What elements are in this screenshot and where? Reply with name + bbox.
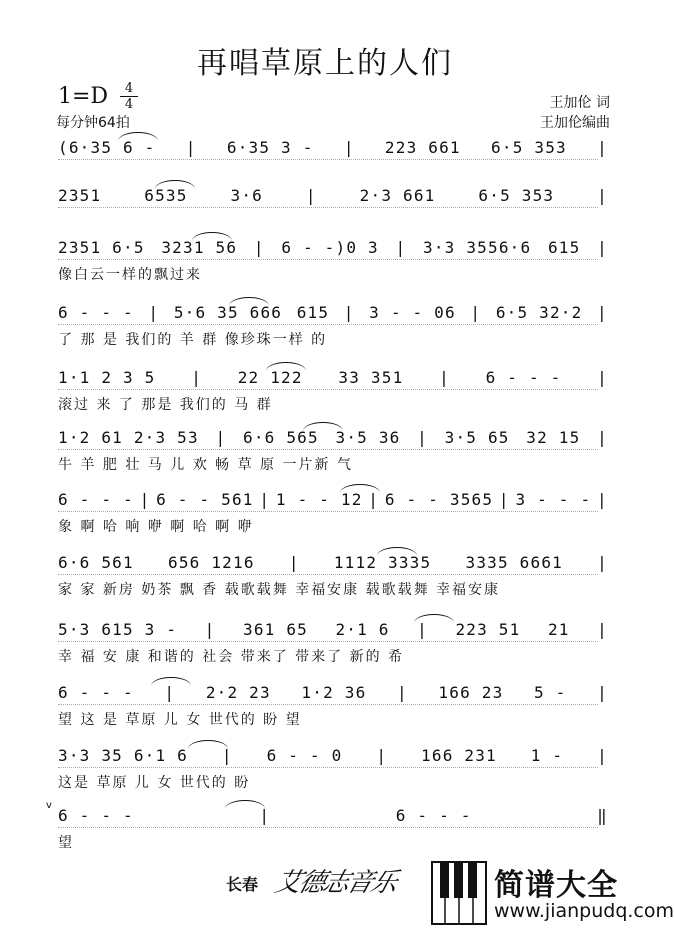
note-group: 5·6 35 666	[173, 303, 283, 322]
note-group: 3·3 3556·6	[422, 238, 532, 257]
barline: |	[191, 368, 203, 387]
slur-mark	[266, 362, 306, 371]
note-group: 615	[547, 238, 581, 257]
slur-mark	[118, 132, 158, 141]
beam-line	[58, 704, 598, 705]
note-group: 6 - - -	[58, 490, 134, 509]
barline: |	[498, 490, 510, 509]
barline: |	[204, 620, 216, 639]
barline: |	[417, 428, 428, 447]
note-group: 615	[296, 303, 330, 322]
note-group: 6·35 3 -	[226, 138, 314, 157]
lyric-row: 望 这 是 草原 儿 女 世代的 盼 望	[58, 712, 302, 728]
logo-url: www.jianpudq.com	[494, 900, 674, 922]
note-group: 6 - - -	[58, 806, 134, 825]
barline: |	[597, 746, 608, 765]
note-group: 1 -	[530, 746, 564, 765]
barline: |	[597, 620, 608, 639]
barline: |	[395, 238, 407, 257]
note-group: 2·1 6	[335, 620, 390, 639]
slur-mark	[414, 614, 454, 623]
slur-mark	[155, 180, 195, 189]
lyric-row: 像白云一样的飘过来	[58, 267, 202, 283]
lyric-row: 象 啊 哈 响 咿 啊 哈 啊 咿	[58, 519, 254, 535]
slur-mark	[192, 232, 232, 241]
slur-mark	[377, 547, 417, 556]
note-row	[58, 238, 608, 257]
beam-line	[58, 511, 598, 512]
note-group: 361 65	[242, 620, 308, 639]
barline: |	[164, 683, 176, 702]
lyric-row: 滚过 来 了 那是 我们的 马 群	[58, 397, 273, 413]
note-group: 1·2 61 2·3 53	[58, 428, 199, 447]
barline: |	[343, 303, 355, 322]
time-signature	[120, 82, 138, 111]
barline: |	[597, 138, 608, 157]
note-group: 32 15	[526, 428, 581, 447]
note-group: 1112 3335	[333, 553, 432, 572]
note-group: 656 1216	[168, 553, 255, 572]
note-group: 6·5 32·2	[495, 303, 583, 322]
footer-city: 长春	[226, 875, 259, 894]
barline: |	[397, 683, 408, 702]
note-group: 3·5 65	[444, 428, 510, 447]
beam-line	[58, 827, 598, 828]
beam-line	[58, 259, 598, 260]
note-group: 6 - - -	[395, 806, 472, 825]
tempo-marking: 每分钟64拍	[56, 115, 130, 131]
note-group: (6·35 6 -	[58, 138, 156, 157]
note-group: 3·6	[230, 186, 263, 205]
barline: |	[597, 553, 608, 572]
barline: |	[148, 303, 160, 322]
note-group: 6·6 565	[242, 428, 319, 447]
barline: |	[597, 368, 608, 387]
barline: |	[597, 683, 608, 702]
beam-line	[58, 767, 598, 768]
barline: |	[417, 620, 428, 639]
barline: |	[259, 806, 271, 825]
key-signature: 1=D	[58, 84, 109, 109]
lyric-row: 这是 草原 儿 女 世代的 盼	[58, 775, 251, 791]
lyric-row: 了 那 是 我们的 羊 群 像珍珠一样 的	[58, 332, 328, 348]
note-row	[58, 186, 608, 205]
page-title: 再唱草原上的人们	[197, 46, 453, 81]
note-group: 1·2 36	[301, 683, 367, 702]
time-signature-top: 4	[124, 81, 134, 96]
beam-line	[58, 389, 598, 390]
note-group: 3·5 36	[335, 428, 401, 447]
slur-mark	[188, 740, 228, 749]
note-group: 6535	[144, 186, 188, 205]
note-row	[58, 620, 608, 639]
note-group: 6 - -)0 3	[281, 238, 379, 257]
note-group: 5 -	[534, 683, 567, 702]
beam-line	[58, 207, 598, 208]
slur-mark	[151, 677, 191, 686]
note-group: 223 661	[384, 138, 461, 157]
note-group: 166 23	[438, 683, 504, 702]
barline: |	[259, 490, 271, 509]
note-group: 166 231	[421, 746, 497, 765]
note-group: 6·5 353	[491, 138, 567, 157]
barline: |	[376, 746, 388, 765]
beam-line	[58, 641, 598, 642]
note-group: 223 51	[455, 620, 521, 639]
note-group: 3·3 35 6·1 6	[58, 746, 188, 765]
barline: |	[597, 303, 608, 322]
lyric-row: 望	[58, 835, 74, 851]
note-group: 6 - - -	[58, 683, 134, 702]
slur-mark	[340, 484, 380, 493]
beam-line	[58, 449, 598, 450]
barline: |	[305, 186, 317, 205]
note-group: 6·5 353	[478, 186, 555, 205]
beam-line	[58, 324, 598, 325]
barline: |	[368, 490, 380, 509]
note-row	[58, 746, 608, 765]
note-group: 2351	[58, 186, 102, 205]
note-group: 2·2 23	[205, 683, 271, 702]
time-signature-bottom: 4	[124, 97, 134, 112]
piano-keys-icon	[430, 858, 490, 928]
composer-credit: 王加伦编曲	[540, 115, 610, 131]
barline: |	[253, 238, 265, 257]
note-group: 6·6 561	[58, 553, 134, 572]
note-group: 6 - - -	[485, 368, 562, 387]
breath-mark: v	[46, 800, 52, 811]
lyricist-credit: 王加伦 词	[549, 95, 610, 111]
barline: |	[597, 238, 608, 257]
note-row	[58, 303, 608, 322]
slur-mark	[303, 422, 343, 431]
lyric-row: 家 家 新房 奶茶 飘 香 载歌载舞 幸福安康 载歌载舞 幸福安康	[58, 582, 501, 598]
note-group: 6 - - -	[58, 303, 134, 322]
lyric-row: 幸 福 安 康 和谐的 社会 带来了 带来了 新的 希	[58, 649, 405, 665]
note-group: 3231 56	[161, 238, 238, 257]
note-group: 6 - - 561	[156, 490, 254, 509]
note-group: 2351 6·5	[58, 238, 145, 257]
slur-mark	[229, 297, 269, 306]
note-row	[58, 490, 608, 509]
note-group: 6 - - 3565	[384, 490, 494, 509]
note-group: 33 351	[338, 368, 404, 387]
note-group: 1 - - 12	[275, 490, 363, 509]
note-group: 3 - - -	[515, 490, 592, 509]
note-group: 1·1 2 3 5	[58, 368, 156, 387]
slur-mark	[225, 800, 265, 809]
barline: |	[288, 553, 300, 572]
barline: |	[597, 186, 608, 205]
logo-name: 简谱大全	[494, 868, 618, 903]
note-group: 5·3 615 3 -	[58, 620, 178, 639]
beam-line	[58, 574, 598, 575]
footer-signature: 艾德志音乐	[271, 868, 400, 898]
note-group: 22 122	[237, 368, 303, 387]
note-group: 3 - - 06	[369, 303, 456, 322]
note-group: 21	[547, 620, 570, 639]
barline: |	[139, 490, 151, 509]
note-group: 2·3 661	[359, 186, 436, 205]
note-row	[58, 683, 608, 702]
note-row	[58, 368, 608, 387]
lyric-row: 牛 羊 肥 壮 马 儿 欢 畅 草 原 一片新 气	[58, 457, 353, 473]
barline: |	[221, 746, 233, 765]
barline: |	[185, 138, 197, 157]
beam-line	[58, 159, 598, 160]
barline: ‖	[597, 806, 608, 825]
note-group: 3335 6661	[465, 553, 563, 572]
note-row	[58, 553, 608, 572]
note-row	[58, 806, 608, 825]
barline: |	[597, 428, 608, 447]
note-group: 6 - - 0	[266, 746, 343, 765]
barline: |	[470, 303, 482, 322]
barline: |	[597, 490, 608, 509]
barline: |	[439, 368, 450, 387]
barline: |	[343, 138, 355, 157]
barline: |	[215, 428, 227, 447]
